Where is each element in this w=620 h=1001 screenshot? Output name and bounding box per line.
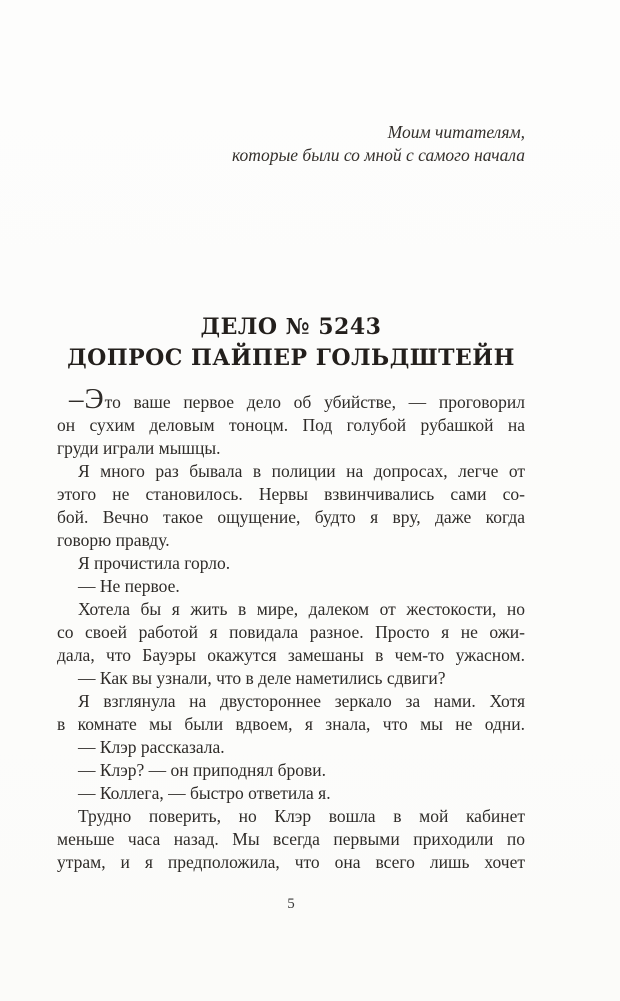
body-line: — Клэр рассказала.	[78, 737, 225, 757]
body-line: Хотела бы я жить в мире, далеком от жестокости, но	[78, 599, 525, 619]
chapter-title	[57, 312, 525, 374]
body-line: говорю правду.	[57, 530, 170, 550]
body-line: — Как вы узнали, что в деле наметились сдвиги?	[78, 668, 446, 688]
body-line: — Клэр? — он приподнял брови.	[78, 760, 326, 780]
body-line: Я много раз бывала в полиции на допросах, легче от	[78, 461, 525, 481]
chapter-title-line-2: ДОПРОС ПАЙПЕР ГОЛЬДШТЕЙН	[67, 345, 515, 371]
page-number: 5	[287, 896, 295, 912]
dedication-line: которые были со мной с самого начала	[232, 145, 525, 165]
body-line: со своей работой я повидала разное. Просто я не ожи-	[57, 622, 525, 642]
body-text	[57, 383, 525, 874]
body-line: — Не первое.	[78, 576, 180, 596]
body-line: — Коллега, — быстро ответила я.	[78, 783, 331, 803]
body-line: Трудно поверить, но Клэр вошла в мой кабинет	[78, 806, 525, 826]
body-line: в комнате мы были вдвоем, я знала, что мы не одни.	[57, 714, 525, 734]
body-line: утрам, и я предположила, что она всего лишь хочет	[57, 852, 525, 872]
body-line: он сухим деловым тоноцм. Под голубой рубашкой на	[57, 415, 525, 435]
body-line: дала, что Бауэры окажутся замешаны в чем-то ужасном.	[57, 645, 525, 665]
body-line: бой. Вечно такое ощущение, будто я вру, даже когда	[57, 507, 525, 527]
body-line: груди играли мышцы.	[57, 438, 221, 458]
dedication-line: Моим читателям,	[387, 122, 525, 142]
body-line: меньше часа назад. Мы всегда первыми приходили по	[57, 829, 525, 849]
body-line: Я прочистила горло.	[78, 553, 231, 573]
body-line: –Это ваше первое дело об убийстве, — проговорил	[69, 383, 525, 415]
chapter-title-line-1: ДЕЛО № 5243	[200, 314, 382, 340]
text-column	[57, 0, 525, 874]
body-line: этого не становилось. Нервы взвинчивались сами со-	[57, 484, 525, 504]
dedication	[57, 0, 525, 167]
opening-initial: –Э	[69, 383, 105, 415]
body-line: Я взглянула на двустороннее зеркало за нами. Хотя	[78, 691, 525, 711]
